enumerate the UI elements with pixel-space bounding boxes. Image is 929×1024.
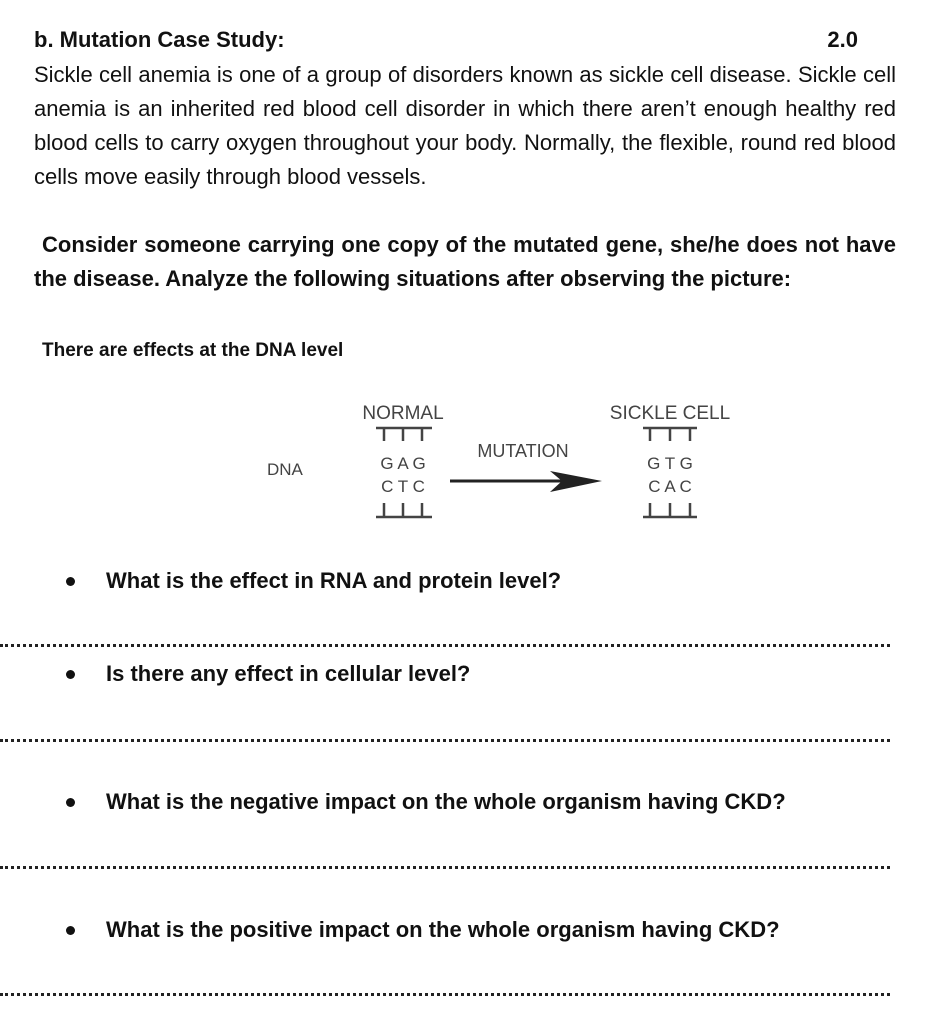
- question-3: [66, 789, 786, 815]
- answer-line[interactable]: [0, 993, 890, 996]
- sickle-label: SICKLE CELL: [609, 403, 731, 424]
- instruction-text: Consider someone carrying one copy of the mutated gene, she/he does not have the disease. Analyze the following situations after observing the picture:: [34, 232, 896, 291]
- sickle-top-bases: G T G: [647, 454, 693, 473]
- question-1: [66, 568, 561, 594]
- sickle-bottom-bases: C A C: [648, 477, 692, 496]
- section-title: b. Mutation Case Study:: [34, 27, 285, 52]
- answer-line[interactable]: [0, 739, 890, 742]
- intro-paragraph: Sickle cell anemia is one of a group of disorders known as sickle cell disease. Sickle cell anemia is an inherited red blood cell disorder in which there aren’t enough healthy red blood cells to carry oxygen throughout your body. Normally, the flexible, round red blood cells move easily through blood vessels.: [34, 62, 896, 189]
- question-text: What is the positive impact on the whole organism having CKD?: [106, 917, 780, 942]
- section-heading: [34, 27, 858, 57]
- bullet-icon: [66, 670, 75, 679]
- answer-line[interactable]: [0, 644, 890, 647]
- bullet-icon: [66, 577, 75, 586]
- question-text: What is the effect in RNA and protein level?: [106, 568, 562, 593]
- points-value: 2.0: [827, 27, 858, 52]
- bullet-icon: [66, 926, 75, 935]
- question-text: What is the negative impact on the whole organism having CKD?: [106, 789, 786, 814]
- normal-bottom-bases: C T C: [381, 477, 425, 496]
- answer-line[interactable]: [0, 866, 890, 869]
- dna-row-label: DNA: [267, 460, 303, 479]
- question-4: [66, 917, 780, 943]
- question-2: [66, 661, 470, 687]
- normal-top-bases: G A G: [380, 454, 426, 473]
- question-text: Is there any effect in cellular level?: [106, 661, 471, 686]
- bullet-icon: [66, 798, 75, 807]
- mutation-arrow-icon: [450, 471, 602, 492]
- mutation-label: MUTATION: [477, 441, 569, 461]
- figure-caption: There are effects at the DNA level: [42, 340, 344, 361]
- dna-mutation-figure: [250, 395, 770, 535]
- normal-label: NORMAL: [362, 403, 444, 424]
